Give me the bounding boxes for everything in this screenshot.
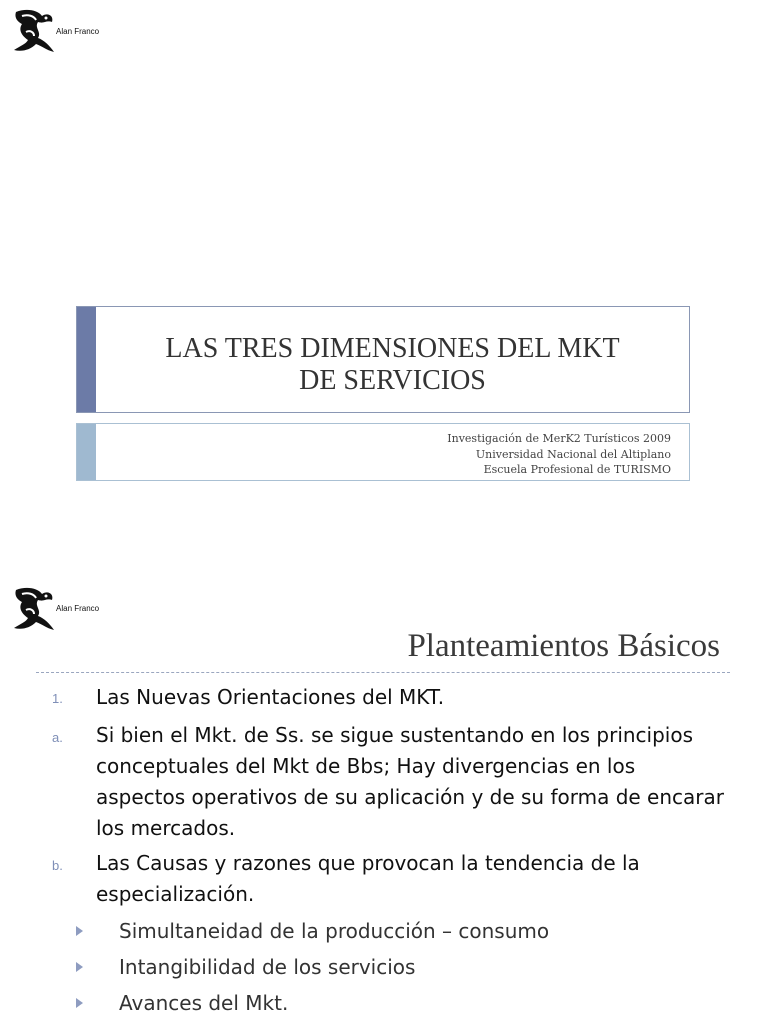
slide-title (96, 333, 689, 397)
heading-divider (36, 672, 730, 673)
bullet-arrow-icon (76, 962, 83, 972)
dragon-logo-icon (8, 584, 58, 634)
title-box (76, 306, 690, 413)
logo-text: Alan Franco (56, 27, 100, 36)
slide-title-line-1: LAS TRES DIMENSIONES DEL MKT (165, 333, 620, 364)
list-item: Si bien el Mkt. de Ss. se sigue sustentando en los principios conceptuales del Mkt de Bbs; Hay divergencias en los aspectos operativos de su aplicación y de su forma de encarar los mercados. (96, 723, 724, 840)
bullet-arrow-icon (76, 926, 83, 936)
subtitle-box (76, 423, 690, 481)
list-marker: b. (52, 858, 63, 873)
sub-list-item: Avances del Mkt. (119, 991, 289, 1015)
subtitle-line: Investigación de MerK2 Turísticos 2009 (447, 432, 671, 445)
list-item: Las Causas y razones que provocan la tendencia de la especialización. (96, 851, 640, 906)
list-marker: 1. (52, 691, 63, 706)
bullet-arrow-icon (76, 998, 83, 1008)
list-marker: a. (52, 730, 63, 745)
slide-heading: Planteamientos Básicos (407, 628, 720, 664)
subtitle-accent-bar (77, 424, 96, 480)
slide-title-line-2: DE SERVICIOS (299, 365, 486, 396)
subtitle-line: Escuela Profesional de TURISMO (483, 463, 671, 476)
sub-list-item: Intangibilidad de los servicios (119, 955, 416, 979)
subtitle-lines (447, 431, 671, 478)
subtitle-line: Universidad Nacional del Altiplano (475, 447, 671, 461)
logo-text: Alan Franco (56, 604, 100, 613)
dragon-logo-icon (8, 6, 58, 56)
list-item: Las Nuevas Orientaciones del MKT. (96, 685, 445, 709)
title-accent-bar (77, 307, 96, 412)
content-slide (0, 580, 768, 1024)
sub-list-item: Simultaneidad de la producción – consumo (119, 919, 550, 943)
